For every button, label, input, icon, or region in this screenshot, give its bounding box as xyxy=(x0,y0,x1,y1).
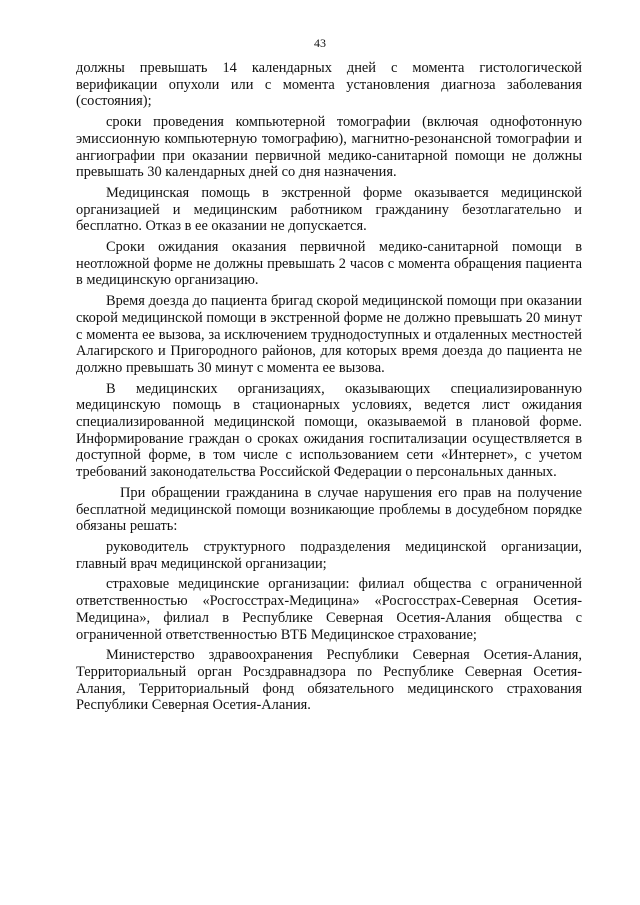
paragraph-organization-head: руководитель структурного подразделения медицинской организации, главный врач медицинской организации; xyxy=(76,538,582,572)
paragraph-waiting-list: В медицинских организациях, оказывающих специализированную медицинскую помощь в стационарных условиях, ведется лист ожидания специализированной медицинской помощи, оказываемой в плановой форме. Информирование граждан о сроках ожидания госпитализации осуществляется в доступной форме, в том числе с использованием сети «Интернет», с учетом требований законодательства Российской Федерации о персональных данных. xyxy=(76,380,582,481)
paragraph-oncology-deadline: должны превышать 14 календарных дней с момента гистологической верификации опухоли или с момента установления диагноза заболевания (состояния); xyxy=(76,60,582,110)
paragraph-urgent-care-waiting: Сроки ожидания оказания первичной медико-санитарной помощи в неотложной форме не должны превышать 2 часов с момента обращения пациента в медицинскую организацию. xyxy=(76,239,582,289)
page-number: 43 xyxy=(314,36,326,50)
paragraph-ambulance-arrival: Время доезда до пациента бригад скорой медицинской помощи при оказании скорой медицинской помощи в экстренной форме не должно превышать 20 минут с момента ее вызова, за исключением труднодоступных и отдаленных местностей Алагирского и Пригородного районов, для которых время доезда до пациента не должно превышать 30 минут с момента ее вызова. xyxy=(76,293,582,376)
paragraph-complaints-intro: При обращении гражданина в случае нарушения его прав на получение бесплатной медицинской помощи возникающие проблемы в досудебном порядке обязаны решать: xyxy=(76,484,582,535)
body-text xyxy=(76,60,582,718)
paragraph-ct-mri-deadline: сроки проведения компьютерной томографии (включая однофотонную эмиссионную компьютерную томографию), магнитно-резонансной томографии и ангиографии при оказании первичной медико-санитарной помощи не должны превышать 30 календарных дней со дня назначения. xyxy=(76,114,582,181)
paragraph-emergency-care: Медицинская помощь в экстренной форме оказывается медицинской организацией и медицинским работником гражданину безотлагательно и бесплатно. Отказ в ее оказании не допускается. xyxy=(76,184,582,235)
paragraph-government-bodies: Министерство здравоохранения Республики Северная Осетия-Алания, Территориальный орган Росздравнадзора по Республике Северная Осетия-Алания, Территориальный фонд обязательного медицинского страхования Республики Северная Осетия-Алания. xyxy=(76,647,582,714)
paragraph-insurance-companies: страховые медицинские организации: филиал общества с ограниченной ответственностью «Росгосстрах-Медицина» «Росгосстрах-Северная Осетия-Медицина», филиал в Республике Северная Осетия-Алания общества с ограниченной ответственностью ВТБ Медицинское страхование; xyxy=(76,576,582,643)
